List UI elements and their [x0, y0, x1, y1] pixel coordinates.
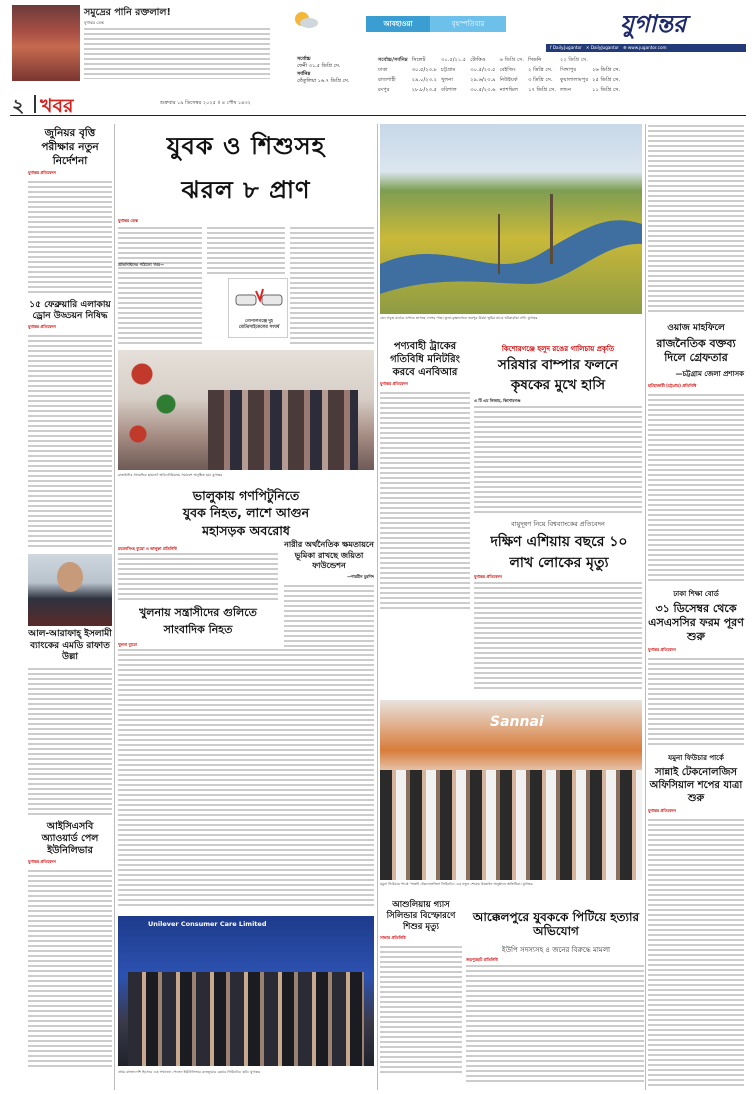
unilever-caption: প্রথম বাংলাদেশি হিসেবে এক সম্মাননা পেলেন ইউনিলিভার কনজ্যুমার কেয়ার লিমিটেড। ছবি: যুগান্তর [118, 1070, 261, 1074]
left-column [28, 124, 112, 1090]
twitter-icon: ✕ [585, 45, 590, 50]
collision-illustration [230, 281, 288, 317]
akkel-byline: জয়পুরহাট প্রতিনিধি [466, 957, 498, 962]
arrest-headline: রাজনৈতিক বক্তব্য দিলে গ্রেফতার [656, 337, 736, 364]
main-body-col3 [290, 226, 374, 346]
tracker-headline: পণ্যবাহী ট্রাকের গতিবিধি মনিটরিং করবে এনবিআর [390, 341, 460, 378]
col-rule-3 [645, 124, 646, 1090]
gas-story [380, 900, 462, 1080]
jamuna-headline: সান্নাই টেকনোলজিস অফিসিয়াল শপের যাত্রা শুরু [649, 767, 743, 804]
river-caption: যেন সবুজ মাঠের ওপারে ভাসছে দেশের গাছ। তুলা-কৃষ্ণফসলে ভরপুর উর্বরা ভূমির মাঝে আঁকাবাঁকা নদী। যুগান্তর [380, 316, 538, 320]
min-temp-value: তেঁতুলিয়া ১৬.৭ ডিগ্রি সে. [297, 78, 350, 84]
main-headline-1: যুবক ও শিশুসহ [166, 132, 326, 160]
mustard-kicker: কিশোরগঞ্জে হলুদ রঙের গালিচায় প্রকৃতি [501, 345, 615, 353]
page-date: শুক্রবার ১৯ ডিসেম্বর ২০২৫ ॥ ৪ পৌষ ১৪৩২ [160, 100, 251, 106]
page-bar [10, 92, 746, 116]
khulna-headline-1: খুলনায় সন্ত্রাসীদের গুলিতে [139, 606, 257, 619]
col-rule-1 [114, 124, 115, 1090]
ribbon-photo [118, 350, 374, 470]
air-headline-1: দক্ষিণ এশিয়ায় বছরে ১০ [490, 534, 628, 550]
facebook-icon: f [550, 45, 552, 50]
junior-body [28, 180, 112, 296]
social-bar [546, 44, 746, 52]
air-headline-2: লাখ লোকের মৃত্যু [509, 555, 609, 571]
drone-byline: যুগান্তর প্রতিবেদন [28, 324, 56, 329]
ribbon-caption: রাজধানীর ধানমন্ডির ছায়ানট অডিটোরিয়ামে সমাবেশ অনুষ্ঠিত হয়। যুগান্তর [118, 473, 223, 477]
inset-caption: গোপালগঞ্জে দুই মোটরসাইকেলের সংঘর্ষ [238, 319, 280, 330]
dhaka-board-story [648, 588, 744, 738]
akkel-body [466, 964, 644, 1084]
weather-cell: ২২ ডিগ্রি সে. [559, 57, 588, 63]
weather-cell: রাজশাহী [378, 77, 396, 83]
tracker-byline: যুগান্তর প্রতিবেদন [380, 381, 408, 386]
gas-headline: আশুলিয়ায় গ্যাস সিলিন্ডার বিস্ফোরণে শিশুর মৃত্যু [386, 900, 456, 932]
dhaka-body [648, 657, 744, 745]
khulna-headline-2: সাংবাদিক নিহত [163, 623, 233, 636]
weather-row [376, 76, 622, 86]
main-headline-2: ঝরল ৮ প্রাণ [181, 176, 311, 204]
weather-cell: কুয়ালালামপুর [559, 77, 589, 83]
weather-cell: ৩০.৫/২৩.৬ [470, 87, 496, 93]
main-byline: যুগান্তর ডেস্ক [118, 218, 138, 223]
mustard-body [474, 405, 642, 515]
page-bar-divider [34, 95, 36, 113]
junior-byline: যুগান্তর প্রতিবেদন [28, 170, 56, 175]
valuka-body [118, 552, 278, 600]
accident-inset [228, 278, 288, 338]
valuka-headline-2: যুবক নিহত, লাশে আগুন [182, 505, 310, 520]
mustard-headline-1: সরিষার বাম্পার ফলনে [497, 357, 619, 373]
weather-cell: ৩০.৫/২৩.৫ [470, 67, 496, 73]
section-title: খবর [40, 95, 74, 117]
akkel-headline: আক্কেলপুরে যুবককে পিটিয়ে হত্যার অভিযোগ [472, 910, 640, 938]
weather-cell: সিঙ্গাপুর [559, 67, 577, 73]
sea-photo [12, 5, 80, 81]
weather-cell: চট্টগ্রাম [441, 67, 456, 73]
arrest-kicker: ওয়াজ মাহফিলে [667, 323, 725, 333]
weather-cell: ২৫ ডিগ্রি সে. [592, 77, 621, 83]
max-temp-value: ফেনী ৩১.৫ ডিগ্রি সে. [297, 63, 341, 69]
mustard-headline-2: কৃষকের মুখে হাসি [510, 377, 606, 393]
masthead [0, 0, 756, 93]
river-photo [380, 124, 642, 314]
jamuna-kicker: যমুনা ফিউচার পার্কে [668, 754, 724, 762]
jamuna-byline: যুগান্তর প্রতিবেদন [648, 808, 676, 813]
sannai-logo: Sannai [490, 714, 544, 730]
tracker-body [380, 391, 470, 611]
weather-cell: ৩০.৫/২১.৫ [441, 57, 467, 63]
weather-cell: বরিশাল [441, 87, 457, 93]
drone-body [28, 334, 112, 548]
air-byline: যুগান্তর প্রতিবেদন [474, 574, 502, 579]
dhaka-headline: ৩১ ডিসেম্বর থেকে এসএসসির ফরম পূরণ শুরু [648, 602, 744, 643]
unilever-photo [118, 916, 374, 1066]
unilever-banner-text: Unilever Consumer Care Limited [148, 920, 267, 928]
women-headline: নারীর অর্থনৈতিক ক্ষমতায়নে ভূমিকা রাখছে জয়িতা ফাউন্ডেশন [284, 540, 374, 570]
weather-cell: ১১ ডিগ্রি সে. [592, 87, 621, 93]
dhaka-byline: যুগান্তর প্রতিবেদন [648, 647, 676, 652]
weather-cell: খুলনা [441, 77, 453, 83]
weather-cell: টোকিও [470, 57, 486, 63]
website-link[interactable]: www.jugantor.com [627, 45, 667, 50]
weather-cell: ২৬ ডিগ্রি সে. [592, 67, 621, 73]
arrest-byline: হাটহাজারী (চট্টগ্রাম) প্রতিনিধি [648, 383, 697, 388]
weather-cell: বেইজিং [499, 67, 516, 73]
facebook-handle[interactable]: Daily.Jugantor [552, 45, 582, 50]
arrest-story [648, 320, 744, 580]
weather-cell: ২৯.৬/২৩.৯ [470, 77, 496, 83]
weather-row [376, 56, 622, 66]
air-kicker: বায়ুদূষণ নিয়ে বিশ্বব্যাংকের প্রতিবেদন [511, 520, 605, 528]
md-body [28, 667, 112, 817]
weather-cell: সর্বোচ্চ/সর্বনিম্ন [378, 57, 408, 63]
icsb-byline: যুগান্তর প্রতিবেদন [28, 858, 56, 864]
valuka-byline: ময়মনসিংহ ব্যুরো ও ভালুকা প্রতিনিধি [118, 546, 177, 551]
sea-byline: যুগান্তর ডেস্ক [84, 20, 104, 25]
weather-cell: ২ ডিগ্রি সে. [528, 67, 553, 73]
valuka-headline-3: মহাসড়ক অবরোধ [202, 523, 290, 538]
weather-row [376, 66, 622, 76]
weather-day: বৃহস্পতিবার [430, 16, 506, 32]
women-byline: —শারমীন মুরশিদ [347, 573, 374, 579]
gas-byline: সাভার প্রতিনিধি [380, 935, 406, 940]
weather-cell: রংপুর [378, 87, 390, 93]
weather-cell: সিডনি [528, 57, 542, 63]
weather-label: আবহাওয়া [366, 16, 430, 32]
md-name-headline: আল-আরাফাহ্ ইসলামী ব্যাংকের এমডি রাফাত উল্লা [28, 629, 112, 662]
sannai-photo [380, 700, 642, 880]
arrest-subhead: —চট্টগ্রাম জেলা প্রশাসক [675, 370, 744, 378]
col-rule-2 [377, 124, 378, 1090]
weather-cell: ১৭ ডিগ্রি সে. [528, 87, 556, 93]
icsb-body [28, 869, 112, 1069]
main-body-col1 [118, 226, 202, 346]
twitter-handle[interactable]: DailyJugantor [590, 45, 620, 50]
min-temp-label: সর্বনিম্ন [297, 71, 311, 77]
weather-cell: লন্ডন [559, 87, 572, 93]
web-icon: ⊕ [623, 45, 627, 50]
md-portrait-photo [28, 554, 112, 626]
air-body [474, 581, 642, 691]
jamuna-story [648, 752, 744, 1090]
weather-table [376, 56, 622, 96]
weather-cell: ২৯.০/২৩.২ [411, 77, 438, 83]
junior-scholarship-headline: জুনিয়র বৃত্তি পরীক্ষার নতুন নির্দেশনা [41, 127, 99, 167]
main-body-col2 [207, 226, 285, 276]
weather-cell: নিউইয়র্ক [499, 77, 518, 83]
akkel-subhead: ইউপি সদস্যসহ ৪ জনের বিরুদ্ধে মামলা [501, 946, 611, 954]
khulna-byline: খুলনা ব্যুরো [118, 642, 137, 647]
mustard-byline: এ টি এম নিজাম, কিশোরগঞ্জ [474, 398, 521, 403]
weather-cell: ঢাকা [378, 67, 388, 73]
icsb-headline: আইসিএসবি অ্যাওয়ার্ড পেল ইউনিলিভার [41, 820, 99, 856]
weather-cell: সিলেট [411, 57, 426, 63]
logo: যুগান্তর [620, 9, 687, 38]
inset-label: প্রতিনিধিদের পাঠানো খবর— [118, 262, 165, 267]
max-temp-label: সর্বোচ্চ [297, 56, 311, 62]
sea-body [84, 27, 270, 79]
weather-sun-icon [292, 10, 318, 30]
weather-cell: ২৮.৮/২৩.৫ [411, 87, 437, 93]
weather-cell: ন্যাশভিল [499, 87, 518, 93]
weather-cell: ৩০.৫/২৩.৮ [411, 67, 438, 73]
valuka-headline-1: ভালুকায় গণপিটুনিতে [192, 488, 300, 503]
gas-body [380, 945, 462, 1073]
sannai-caption: যমুনা ফিউচার পার্কে ‘সান্নাই টেকনোলজিস লিমিটেড’-এর নতুন শোরুম উদ্বোধন অনুষ্ঠানে অতিথিরা। যুগান্তর [380, 882, 533, 886]
page-number: ২ [12, 95, 25, 117]
weather-cell: ৬ ডিগ্রি সে. [499, 57, 525, 63]
drone-ban-headline: ১৫ ফেব্রুয়ারি এলাকায় ড্রোন উড্ডয়ন নিষিদ্ধ [29, 300, 111, 321]
right-top-body [648, 124, 744, 314]
jamuna-body [648, 818, 744, 1088]
sea-headline: সমুদ্রের পানি রক্তলাল! [84, 7, 171, 18]
dhaka-kicker: ঢাকা শিক্ষা বোর্ড [673, 590, 719, 598]
weather-cell: ৩ ডিগ্রি সে. [528, 77, 553, 83]
arrest-body [648, 393, 744, 583]
khulna-body [118, 648, 374, 908]
